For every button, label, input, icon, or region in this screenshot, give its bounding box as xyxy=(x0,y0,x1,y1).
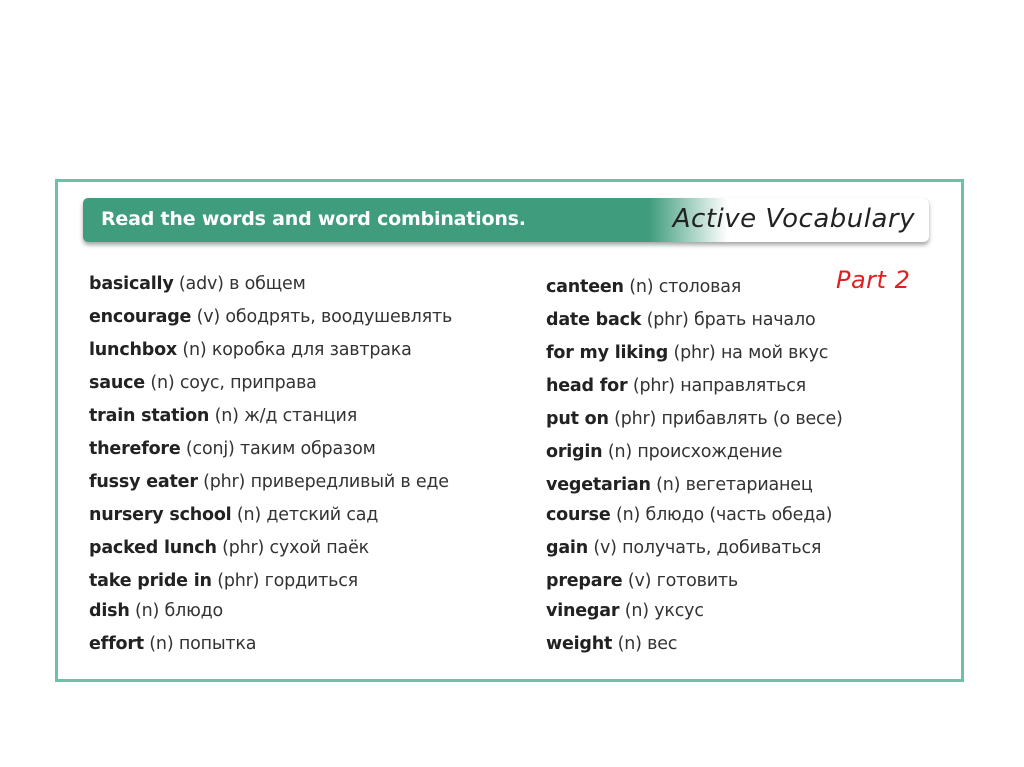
vocab-pos: (phr) xyxy=(614,409,657,429)
vocab-translation: на мой вкус xyxy=(720,343,829,363)
vocab-word: nursery school xyxy=(89,505,232,525)
vocab-translation: соус, приправа xyxy=(179,373,317,393)
vocab-entry xyxy=(89,600,452,633)
vocab-translation: готовить xyxy=(656,571,739,591)
vocab-word: weight xyxy=(546,634,613,654)
vocab-pos: (n) xyxy=(656,475,681,495)
vocab-word: basically xyxy=(89,274,174,294)
vocab-pos: (phr) xyxy=(632,376,675,396)
vocab-pos: (phr) xyxy=(646,310,689,330)
vocab-word: canteen xyxy=(546,277,624,297)
vocab-translation: коробка для завтрака xyxy=(211,340,412,360)
header-tag-panel xyxy=(649,198,929,242)
vocab-entry xyxy=(89,405,452,438)
vocab-translation: уксус xyxy=(654,601,704,621)
vocab-pos: (v) xyxy=(196,307,221,327)
vocab-word: lunchbox xyxy=(89,340,177,360)
vocab-word: therefore xyxy=(89,439,181,459)
part-label: Part 2 xyxy=(836,266,911,294)
vocabulary-card xyxy=(55,179,964,682)
vocab-word: put on xyxy=(546,409,609,429)
vocab-entry xyxy=(89,570,452,600)
vocab-translation: вегетарианец xyxy=(685,475,813,495)
vocab-translation: брать начало xyxy=(694,310,816,330)
vocab-translation: прибавлять (о весе) xyxy=(661,409,843,429)
vocab-translation: ободрять, воодушевлять xyxy=(225,307,453,327)
vocab-pos: (phr) xyxy=(222,538,265,558)
vocab-entry xyxy=(546,474,843,504)
vocab-pos: (phr) xyxy=(203,472,246,492)
vocab-pos: (n) xyxy=(615,505,641,525)
vocab-translation: направляться xyxy=(680,376,806,396)
vocab-translation: попытка xyxy=(178,634,257,654)
vocab-entry xyxy=(546,276,843,309)
vocab-pos: (v) xyxy=(593,538,617,558)
vocab-word: vegetarian xyxy=(546,475,651,495)
vocab-pos: (n) xyxy=(607,442,632,462)
vocab-entry xyxy=(89,633,452,666)
vocab-pos: (n) xyxy=(624,601,649,621)
vocab-translation: привередливый в еде xyxy=(250,472,449,492)
vocab-pos: (v) xyxy=(627,571,652,591)
vocab-translation: получать, добиваться xyxy=(622,538,822,558)
vocab-translation: таким образом xyxy=(240,439,376,459)
vocab-entry xyxy=(89,537,452,570)
vocab-word: gain xyxy=(546,538,588,558)
vocab-translation: ж/д станция xyxy=(244,406,358,426)
vocab-entry xyxy=(89,339,452,372)
vocab-pos: (n) xyxy=(236,505,261,525)
vocab-entry xyxy=(89,504,452,537)
vocab-entry xyxy=(89,306,452,339)
vocab-pos: (n) xyxy=(629,277,654,297)
vocab-entry xyxy=(546,600,843,633)
vocab-word: head for xyxy=(546,376,628,396)
vocab-word: date back xyxy=(546,310,642,330)
vocab-pos: (phr) xyxy=(673,343,716,363)
vocab-entry xyxy=(89,273,452,306)
vocab-word: for my liking xyxy=(546,343,669,363)
vocab-word: dish xyxy=(89,601,130,621)
header-tag: Active Vocabulary xyxy=(672,204,915,234)
vocab-pos: (n) xyxy=(214,406,239,426)
vocab-entry xyxy=(546,342,843,375)
vocab-pos: (n) xyxy=(617,634,642,654)
vocab-translation: вес xyxy=(647,634,678,654)
vocab-word: course xyxy=(546,505,611,525)
vocab-word: train station xyxy=(89,406,210,426)
vocab-translation: сухой паёк xyxy=(269,538,370,558)
vocab-word: take pride in xyxy=(89,571,212,591)
vocab-entry xyxy=(546,504,843,537)
vocab-pos: (n) xyxy=(149,634,174,654)
vocab-translation: гордиться xyxy=(264,571,358,591)
vocab-entry xyxy=(89,438,452,471)
vocab-word: vinegar xyxy=(546,601,620,621)
vocab-translation: блюдо (часть обеда) xyxy=(645,505,833,525)
vocab-translation: детский сад xyxy=(266,505,379,525)
header-instruction: Read the words and word combinations. xyxy=(101,208,526,230)
vocab-list-left xyxy=(89,273,452,666)
header-bar xyxy=(83,198,929,242)
vocab-pos: (adv) xyxy=(178,274,224,294)
vocab-entry xyxy=(546,375,843,408)
vocab-pos: (n) xyxy=(150,373,175,393)
vocab-pos: (conj) xyxy=(185,439,235,459)
vocab-word: fussy eater xyxy=(89,472,198,492)
vocab-word: prepare xyxy=(546,571,623,591)
vocab-word: effort xyxy=(89,634,144,654)
vocab-word: packed lunch xyxy=(89,538,217,558)
vocab-word: sauce xyxy=(89,373,145,393)
vocab-translation: в общем xyxy=(229,274,306,294)
vocab-entry xyxy=(546,309,843,342)
vocab-entry xyxy=(546,537,843,570)
vocab-entry xyxy=(546,570,843,600)
vocab-word: encourage xyxy=(89,307,192,327)
vocab-entry xyxy=(546,441,843,474)
vocab-entry xyxy=(89,471,452,504)
vocab-pos: (n) xyxy=(134,601,160,621)
vocab-translation: происхождение xyxy=(637,442,783,462)
vocab-word: origin xyxy=(546,442,603,462)
vocab-pos: (n) xyxy=(182,340,207,360)
vocab-entry xyxy=(89,372,452,405)
vocab-pos: (phr) xyxy=(217,571,260,591)
vocab-list-right xyxy=(546,276,843,666)
vocab-entry xyxy=(546,633,843,666)
vocab-translation: блюдо xyxy=(164,601,224,621)
vocab-translation: столовая xyxy=(658,277,742,297)
vocab-entry xyxy=(546,408,843,441)
